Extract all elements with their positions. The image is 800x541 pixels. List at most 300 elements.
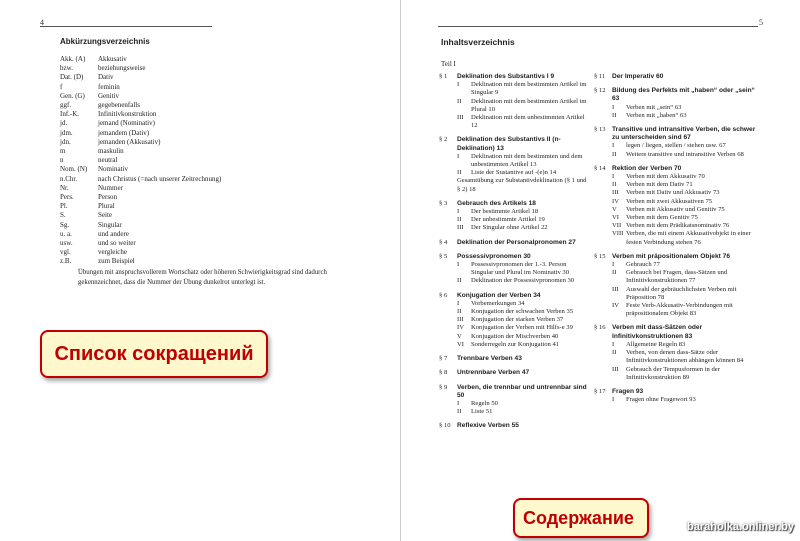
toc-subentry[interactable]: [594, 206, 764, 214]
section-title-text: Deklination des Substantivs II (n-Deklination): [457, 136, 561, 152]
subentry-number: I: [457, 152, 460, 160]
toc-entry-heading[interactable]: [439, 369, 587, 377]
section-page: 67: [683, 134, 691, 142]
subentry-title: Der bestimmte Artikel 18: [471, 208, 539, 216]
toc-subentry[interactable]: [439, 408, 587, 416]
section-number: § 3: [439, 199, 448, 207]
section-title: [457, 136, 587, 152]
abbreviation-row: [60, 257, 221, 266]
abbreviations-title: Abkürzungsverzeichnis: [60, 37, 150, 46]
subentry-title: Auswahl der gebräuchlichsten Verben mit Präposition 78: [626, 285, 737, 301]
section-page: 60: [656, 73, 664, 80]
subentry-title: Liste der Sustantive auf -(e)n 14: [471, 169, 557, 177]
watermark: baraholka.onliner.by: [687, 521, 794, 533]
section-page: 70: [673, 164, 682, 172]
subentry-number: VI: [612, 214, 619, 222]
abbreviation-meaning: beziehungsweise: [98, 64, 146, 73]
toc-entry: [594, 73, 764, 81]
toc-entry: [594, 324, 764, 381]
section-page: 34: [533, 291, 541, 299]
abbreviation-key: Nom. (N): [60, 165, 88, 174]
section-title-text: Fragen: [612, 387, 634, 395]
section-title-text: Trennbare Verben: [457, 355, 513, 363]
section-title-text: Untrennbare Verben: [457, 369, 521, 377]
toc-entry: [439, 239, 587, 247]
section-number: § 14: [594, 164, 606, 172]
abbreviation-meaning: maskulin: [98, 147, 124, 156]
toc-entry-heading[interactable]: [439, 384, 587, 400]
section-title: [612, 388, 643, 396]
subentry-number: IV: [457, 324, 464, 332]
abbreviation-row: [60, 110, 221, 119]
toc-subentry[interactable]: [594, 230, 764, 246]
subentry-title: Verben mit Akkusativ und Genitiv 75: [626, 205, 725, 213]
toc-subentry[interactable]: [439, 324, 587, 332]
subentry-title: Gebrauch bei Fragen, dass-Sätzen und Infinitivkonstruktionen 77: [626, 269, 728, 285]
subentry-title: Allgemeine Regeln 83: [626, 340, 686, 348]
toc-subentry[interactable]: [594, 104, 764, 112]
subentry-number: II: [457, 277, 462, 285]
subentry-title: Konjugation der schwachen Verben 35: [471, 308, 574, 316]
subentry-title: Deklination mit dem bestimmten Artikel im Plural 10: [471, 97, 587, 113]
toc-entry-heading[interactable]: [594, 324, 764, 340]
abbreviation-key: jdm.: [60, 128, 73, 137]
toc-entry-heading[interactable]: [594, 253, 764, 261]
section-number: § 10: [439, 422, 451, 430]
abbreviation-key: z.B.: [60, 257, 72, 266]
subentry-number: III: [612, 365, 619, 373]
toc-entry-heading[interactable]: [594, 87, 764, 103]
subentry-title: Verben mit zwei Akkusativen 75: [626, 197, 713, 205]
section-title-text: Transitive und intransitive Verben, die schwer zu unterscheiden sind: [612, 126, 756, 142]
subentry-title: Verben mit „sein“ 63: [626, 103, 682, 111]
abbreviation-meaning: feminin: [98, 82, 120, 91]
section-page: 43: [514, 355, 522, 363]
toc-entry-heading[interactable]: [439, 73, 587, 81]
subentry-number: III: [612, 189, 619, 197]
toc-subentry[interactable]: [439, 341, 587, 349]
section-title-text: Konjugation der Verben: [457, 291, 532, 299]
toc-subentry[interactable]: [439, 169, 587, 177]
abbreviation-row: [60, 64, 221, 73]
section-number: § 4: [439, 238, 448, 246]
toc-title: Inhaltsverzeichnis: [441, 37, 515, 47]
toc-entry-heading[interactable]: [594, 388, 764, 396]
abbreviation-key: jd.: [60, 119, 68, 128]
abbreviation-row: [60, 147, 221, 156]
toc-subentry[interactable]: [594, 366, 764, 382]
subentry-title: Deklination mit dem unbestimmten Artikel 12: [471, 114, 585, 130]
section-title: [457, 384, 587, 400]
section-title: [457, 239, 576, 247]
abbreviation-row: [60, 211, 221, 220]
abbreviation-key: ggf.: [60, 101, 72, 110]
toc-subentry[interactable]: [439, 308, 587, 316]
subentry-title: Fragen ohne Fragewort 93: [626, 396, 696, 404]
subentry-title: Deklination der Possessivpronomen 30: [471, 277, 575, 285]
section-title-text: Rektion der Verben: [612, 164, 673, 172]
section-page: 55: [511, 422, 519, 430]
section-number: § 13: [594, 126, 606, 134]
section-page: 63: [612, 95, 620, 103]
abbreviation-row: [60, 156, 221, 165]
abbreviation-row: [60, 230, 221, 239]
abbreviation-key: m: [60, 147, 66, 156]
abbreviation-meaning: Nummer: [98, 183, 123, 192]
subentry-number: II: [457, 97, 462, 105]
abbreviation-key: f: [60, 82, 63, 91]
toc-column-1: [439, 73, 587, 437]
abbreviation-row: [60, 193, 221, 202]
section-title-text: Verben mit dass-Sätzen oder Infinitivkonstruktionen: [612, 324, 703, 340]
abbreviation-meaning: Nominativ: [98, 165, 128, 174]
toc-entry-heading[interactable]: [439, 136, 587, 152]
toc-subentry[interactable]: [594, 198, 764, 206]
subentry-title: Konjugation der Mischverben 40: [471, 332, 559, 340]
toc-subentry[interactable]: [594, 269, 764, 285]
section-number: § 16: [594, 324, 606, 332]
subentry-number: I: [457, 399, 460, 407]
subentry-number: II: [612, 181, 617, 189]
subentry-title: Der Singular ohne Artikel 22: [471, 224, 548, 232]
section-title-text: Verben mit präpositionalem Objekt: [612, 252, 721, 260]
abbreviation-meaning: Person: [98, 193, 118, 202]
section-number: § 1: [439, 73, 448, 80]
toc-entry-heading[interactable]: [439, 239, 587, 247]
section-page: 30: [523, 252, 531, 260]
toc-entry-heading[interactable]: [439, 292, 587, 300]
toc-entry-heading[interactable]: [439, 422, 587, 430]
section-title: [612, 126, 764, 142]
toc-subentry[interactable]: [594, 396, 764, 404]
subentry-number: III: [457, 224, 464, 232]
toc-entry: [439, 200, 587, 233]
subentry-number: I: [612, 396, 615, 404]
abbreviation-meaning: zum Beispiel: [98, 257, 135, 266]
toc-subentry[interactable]: [594, 142, 764, 150]
section-title: [612, 73, 663, 81]
abbreviation-meaning: jemand (Nominativ): [98, 119, 155, 128]
subentry-number: II: [612, 150, 617, 158]
toc-entry: [594, 253, 764, 319]
abbreviation-row: [60, 119, 221, 128]
abbreviation-row: [60, 248, 221, 257]
subentry-number: I: [457, 299, 460, 307]
toc-extra-line[interactable]: Gesamtübung zur Substantivdeklination (§ 1 und § 2) 18: [457, 177, 587, 193]
toc-entry-heading[interactable]: [594, 126, 764, 142]
abbreviation-meaning: gegebenenfalls: [98, 101, 140, 110]
section-page: 18: [528, 199, 536, 207]
abbreviation-meaning: Infinitivkonstruktion: [98, 110, 157, 119]
subentry-title: Deklination mit dem bestimmten Artikel im Singular 9: [471, 81, 587, 97]
abbreviation-key: Pers.: [60, 193, 74, 202]
abbreviation-meaning: vergleiche: [98, 248, 128, 257]
abbreviation-key: n: [60, 156, 64, 165]
subentry-number: II: [612, 269, 617, 277]
toc-subentry[interactable]: [439, 81, 587, 97]
subentry-title: Regeln 50: [471, 399, 498, 407]
abbreviation-key: Akk. (A): [60, 55, 86, 63]
toc-subentry[interactable]: [594, 173, 764, 181]
abbreviation-row: [60, 165, 221, 174]
subentry-number: I: [457, 81, 460, 89]
toc-entry: [439, 73, 587, 130]
section-title-text: Deklination des Substantivs I: [457, 73, 549, 80]
subentry-number: II: [457, 308, 462, 316]
abbreviation-meaning: und so weiter: [98, 239, 136, 248]
subentry-title: Verben mit dem Prädikatsnominativ 76: [626, 222, 730, 230]
abbreviation-meaning: jemandem (Dativ): [98, 128, 150, 137]
section-number: § 17: [594, 387, 606, 395]
abbreviation-key: usw.: [60, 239, 73, 248]
subentry-number: II: [457, 216, 462, 224]
section-title: [457, 292, 541, 300]
section-title-text: Bildung des Perfekts mit „haben“ oder „sein“: [612, 87, 755, 95]
abbreviation-row: [60, 138, 221, 147]
section-title-text: Reflexive Verben: [457, 422, 510, 430]
toc-entry-heading[interactable]: [594, 73, 764, 81]
section-number: § 8: [439, 369, 448, 377]
section-number: § 12: [594, 87, 606, 95]
abbreviation-key: Gen. (G): [60, 91, 85, 100]
toc-entry-heading[interactable]: [439, 355, 587, 363]
toc-subentry[interactable]: [439, 316, 587, 324]
subentry-title: Gebrauch der Tempusformen in der Infinitivkonstruktion 89: [626, 365, 720, 381]
subentry-number: III: [457, 316, 464, 324]
abbreviation-row: [60, 73, 221, 82]
header-rule: [438, 26, 758, 27]
toc-subentry[interactable]: [439, 300, 587, 308]
subentry-number: I: [612, 340, 615, 348]
toc-subentry[interactable]: [594, 341, 764, 349]
subentry-title: Vorbemerkungen 34: [471, 299, 525, 307]
part-label: Teil I: [441, 60, 456, 68]
section-title-text: Verben, die trennbar und untrennbar sind: [457, 383, 587, 391]
abbreviation-row: [60, 175, 221, 184]
subentry-title: Verben mit Dativ und Akkusativ 73: [626, 189, 720, 197]
section-number: § 15: [594, 252, 606, 260]
toc-entry: [594, 165, 764, 247]
subentry-number: I: [457, 261, 460, 269]
section-title: [612, 87, 764, 103]
section-title: [457, 422, 519, 430]
subentry-title: Liste 51: [471, 408, 493, 416]
abbreviation-meaning: und andere: [98, 229, 129, 238]
toc-entry: [439, 369, 587, 377]
subentry-title: Der unbestimmte Artikel 19: [471, 216, 545, 224]
abbreviation-key: Pl.: [60, 202, 68, 211]
section-page: 76: [722, 252, 731, 260]
subentry-number: V: [612, 205, 617, 213]
toc-subentry[interactable]: [594, 214, 764, 222]
abbreviation-meaning: Singular: [98, 220, 122, 229]
abbreviation-key: Inf.-K.: [60, 110, 80, 119]
abbreviation-row: [60, 221, 221, 230]
abbreviation-meaning: Seite: [98, 211, 112, 220]
abbreviation-row: [60, 92, 221, 101]
toc-subentry[interactable]: [594, 112, 764, 120]
section-title: [457, 200, 536, 208]
toc-subentry[interactable]: [594, 349, 764, 365]
abbreviation-row: [60, 239, 221, 248]
subentry-number: IV: [612, 197, 619, 205]
subentry-title: Possessivpronomen der 1.-3. Person Singular und Plural im Nominativ 30: [471, 261, 569, 277]
abbreviation-row: [60, 83, 221, 92]
subentry-title: Verben mit dem Akkusativ 70: [626, 173, 705, 181]
toc-subentry[interactable]: [594, 189, 764, 197]
section-page: 47: [521, 369, 530, 377]
subentry-number: III: [457, 114, 464, 122]
section-title: [612, 165, 681, 173]
subentry-number: I: [612, 173, 615, 181]
abbreviation-key: n.Chr.: [60, 174, 78, 183]
section-number: § 2: [439, 136, 448, 144]
section-title-text: Possessivpronomen: [457, 252, 522, 260]
abbreviation-key: Sg.: [60, 220, 70, 229]
section-page: 9: [550, 73, 555, 80]
abbreviation-row: [60, 184, 221, 193]
toc-subentry[interactable]: [439, 400, 587, 408]
subentry-number: I: [612, 261, 615, 269]
page-number: 5: [759, 18, 763, 27]
toc-subentry[interactable]: [439, 224, 587, 232]
toc-entry-heading[interactable]: [439, 253, 587, 261]
toc-subentry[interactable]: [439, 153, 587, 169]
subentry-title: Verben mit „haben“ 63: [626, 111, 687, 119]
subentry-number: II: [457, 408, 462, 416]
subentry-title: Verben, von denen dass-Sätze oder Infinitivkonstruktionen abhängen können 84: [626, 349, 744, 365]
toc-entry: [439, 355, 587, 363]
abbreviation-row: [60, 55, 221, 64]
section-number: § 5: [439, 252, 448, 260]
subentry-title: Gebrauch 77: [626, 261, 660, 269]
subentry-number: III: [612, 285, 619, 293]
subentry-title: Verben mit dem Dativ 71: [626, 181, 693, 189]
abbreviation-key: u. a.: [60, 229, 72, 238]
toc-subentry[interactable]: [439, 208, 587, 216]
toc-subentry[interactable]: [439, 98, 587, 114]
abbreviation-row: [60, 129, 221, 138]
subentry-title: Konjugation der starken Verben 37: [471, 316, 564, 324]
toc-entry: [439, 422, 587, 430]
subentry-title: Verben mit dem Genitiv 75: [626, 214, 698, 222]
section-number: § 7: [439, 355, 448, 363]
abbreviation-meaning: Plural: [98, 202, 115, 211]
abbreviation-key: S.: [60, 211, 66, 220]
abbreviation-key: jdn.: [60, 137, 71, 146]
right-page: [400, 0, 800, 541]
section-number: § 11: [594, 73, 606, 80]
section-number: § 9: [439, 383, 448, 391]
section-page: 50: [457, 391, 465, 399]
subentry-number: VIII: [612, 230, 624, 238]
abbreviations-overlay-button[interactable]: Список сокращений: [40, 330, 268, 378]
toc-subentry[interactable]: [594, 261, 764, 269]
section-title-text: Deklination der Personalpronomen: [457, 238, 567, 246]
subentry-number: I: [457, 208, 460, 216]
abbreviation-key: Dat. (D): [60, 73, 84, 82]
subentry-number: IV: [612, 302, 619, 310]
toc-entry-heading[interactable]: [439, 200, 587, 208]
subentry-number: VII: [612, 222, 622, 230]
subentry-number: II: [612, 111, 617, 119]
abbreviation-meaning: jemanden (Akkusativ): [98, 137, 161, 146]
abbreviation-meaning: Dativ: [98, 73, 114, 82]
toc-subentry[interactable]: [594, 286, 764, 302]
page-number: 4: [40, 18, 44, 27]
toc-column-2: [594, 73, 764, 410]
toc-entry: [594, 126, 764, 159]
abbreviation-meaning: nach Christus (=nach unserer Zeitrechnung): [98, 174, 222, 183]
subentry-title: Weitere transitive und intransitive Verben 68: [626, 150, 744, 158]
section-title: [457, 253, 531, 261]
section-page: 27: [568, 238, 576, 246]
subentry-title: Verben, die mit einem Akkusativobjekt in einer festen Verbindung stehen 76: [626, 230, 751, 246]
toc-subentry[interactable]: [439, 261, 587, 277]
abbreviation-meaning: Akkusativ: [98, 55, 127, 63]
subentry-title: Feste Verb-Akkusativ-Verbindungen mit präpositionalem Objekt 83: [626, 302, 733, 318]
subentry-title: Konjugation der Verben mit Hilfs-e 39: [471, 324, 573, 332]
section-title: [457, 355, 522, 363]
subentry-number: II: [612, 349, 617, 357]
subentry-number: I: [612, 103, 615, 111]
contents-overlay-button[interactable]: Содержание: [513, 498, 649, 538]
toc-subentry[interactable]: [439, 114, 587, 130]
section-title: [612, 324, 764, 340]
abbreviation-key: Nr.: [60, 183, 69, 192]
toc-entry: [439, 292, 587, 349]
toc-subentry[interactable]: [594, 181, 764, 189]
toc-entry: [594, 388, 764, 404]
abbreviation-key: vgl.: [60, 248, 71, 257]
section-title: [457, 73, 554, 81]
section-title-text: Der Imperativ: [612, 73, 655, 80]
abbreviation-key: bzw.: [60, 64, 73, 73]
subentry-number: I: [612, 142, 615, 150]
abbreviation-row: [60, 101, 221, 110]
section-title: [612, 253, 730, 261]
toc-entry: [439, 136, 587, 193]
section-number: § 6: [439, 291, 448, 299]
subentry-title: legen / liegen, stellen / stehen usw. 67: [626, 142, 726, 150]
toc-subentry[interactable]: [594, 302, 764, 318]
toc-entry: [439, 253, 587, 286]
section-page: 13: [496, 144, 504, 152]
toc-subentry[interactable]: [439, 216, 587, 224]
toc-entry: [594, 87, 764, 120]
exercise-note: Übungen mit anspruchsvollerem Wortschatz oder höheren Schwierigkeitsgrad sind dadurch gekennzeichnet, dass die Nummer der Übung dunkelrot unterlegt ist.: [78, 269, 327, 286]
header-rule: [40, 26, 212, 27]
section-page: 93: [635, 387, 644, 395]
toc-entry: [439, 384, 587, 417]
toc-subentry[interactable]: [594, 222, 764, 230]
section-title-text: Gebrauch des Artikels: [457, 199, 527, 207]
toc-subentry[interactable]: [439, 277, 587, 285]
subentry-number: V: [457, 332, 462, 340]
abbreviation-list: [60, 55, 221, 267]
subentry-number: VI: [457, 340, 464, 348]
abbreviation-meaning: neutral: [98, 156, 118, 165]
toc-subentry[interactable]: [439, 333, 587, 341]
subentry-title: Deklination mit dem bestimmten und dem unbestimmten Artikel 13: [471, 152, 583, 169]
abbreviation-row: [60, 202, 221, 211]
section-title: [457, 369, 529, 377]
toc-subentry[interactable]: [594, 151, 764, 159]
section-page: 83: [684, 332, 693, 340]
toc-entry-heading[interactable]: [594, 165, 764, 173]
subentry-title: Sonderregeln zur Konjugation 41: [471, 340, 560, 348]
abbreviation-meaning: Genitiv: [98, 91, 119, 100]
